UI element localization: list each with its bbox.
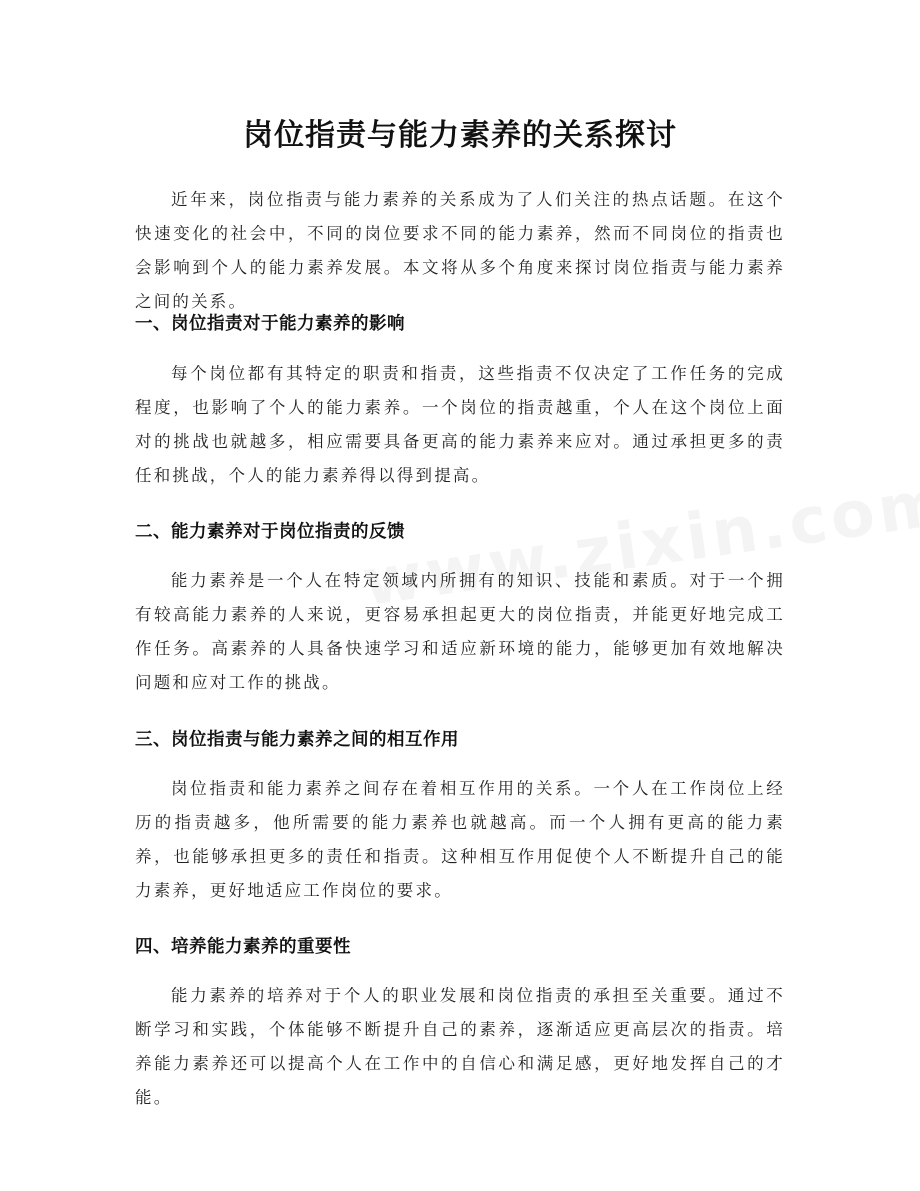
section-1 bbox=[135, 310, 785, 335]
section-paragraph: 能力素养的培养对于个人的职业发展和岗位指责的承担至关重要。通过不断学习和实践，个体能够不断提升自己的素养，逐渐适应更高层次的指责。培养能力素养还可以提高个人在工作中的自信心和满足感，更好地发挥自己的才能。 bbox=[135, 986, 785, 1107]
section-2 bbox=[135, 518, 785, 543]
section-4-body bbox=[135, 979, 785, 1115]
section-4 bbox=[135, 933, 785, 958]
section-heading: 一、岗位指责对于能力素养的影响 bbox=[135, 314, 405, 334]
section-3 bbox=[135, 726, 785, 751]
section-heading: 二、能力素养对于岗位指责的反馈 bbox=[135, 522, 405, 542]
section-3-body bbox=[135, 772, 785, 908]
section-1-body bbox=[135, 357, 785, 493]
document-title: 岗位指责与能力素养的关系探讨 bbox=[243, 118, 677, 153]
intro-paragraph: 近年来，岗位指责与能力素养的关系成为了人们关注的热点话题。在这个快速变化的社会中，不同的岗位要求不同的能力素养，然而不同岗位的指责也会影响到个人的能力素养发展。本文将从多个角度来探讨岗位指责与能力素养之间的关系。 bbox=[135, 190, 785, 311]
section-paragraph: 每个岗位都有其特定的职责和指责，这些指责不仅决定了工作任务的完成程度，也影响了个人的能力素养。一个岗位的指责越重，个人在这个岗位上面对的挑战也就越多，相应需要具备更高的能力素养来应对。通过承担更多的责任和挑战，个人的能力素养得以得到提高。 bbox=[135, 364, 785, 485]
section-paragraph: 岗位指责和能力素养之间存在着相互作用的关系。一个人在工作岗位上经历的指责越多，他所需要的能力素养也就越高。而一个人拥有更高的能力素养，也能够承担更多的责任和指责。这种相互作用促使个人不断提升自己的能力素养，更好地适应工作岗位的要求。 bbox=[135, 779, 785, 900]
section-heading: 三、岗位指责与能力素养之间的相互作用 bbox=[135, 730, 459, 750]
section-paragraph: 能力素养是一个人在特定领域内所拥有的知识、技能和素质。对于一个拥有较高能力素养的人来说，更容易承担起更大的岗位指责，并能更好地完成工作任务。高素养的人具备快速学习和适应新环境的能力，能够更加有效地解决问题和应对工作的挑战。 bbox=[135, 571, 785, 692]
intro-block bbox=[135, 183, 785, 319]
section-heading: 四、培养能力素养的重要性 bbox=[135, 937, 351, 957]
section-2-body bbox=[135, 564, 785, 700]
